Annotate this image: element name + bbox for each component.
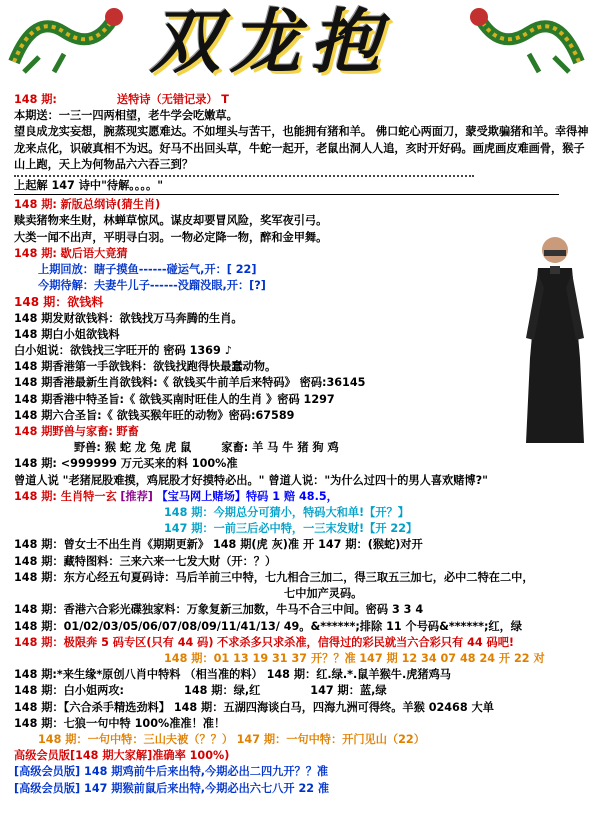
text-line: 上起解 147 诗中"待解。。。。"	[14, 179, 164, 193]
text-line: 148 期：绿,红	[184, 684, 261, 698]
text-line: 148 期香港中特圣旨:《 欲钱买南时旺佳人的生肖 》密码 1297	[14, 392, 335, 406]
text-line: 夫妻牛儿子------没蹓没眼,开：[?]	[93, 279, 266, 293]
section-heading: 148 期野兽与家畜:	[14, 425, 113, 439]
text-line: 148 期(虎 灰)准 开	[212, 538, 315, 552]
text-line: 148 期：01 13 19 31 37 开？？准	[164, 651, 356, 665]
text-line: 148 期：白小姐两攻:	[14, 684, 125, 698]
poem-paragraph: 望良成龙实妄想，腕蒸现实愿难达。不如埋头与苦干，也能拥有猪和羊。 佛口蛇心两面刀，蒙受欺骗猪和羊。幸得神龙来点化，识破真相不为迟。好马不出回头草，牛蛇一起开，老鼠出洞人人追，亥时开好码。画虎画皮难画骨，猴子山上跑，天上为何物品六六吞三到？	[14, 125, 589, 171]
text-line: 147 期：一句中特：开门见山（22）	[236, 732, 425, 746]
text-line: 148 期: <999999 万元买来的料 100%准	[14, 457, 238, 471]
section-heading: 148 期: 生肖特一玄	[14, 489, 117, 503]
text-line: 148 期白小姐欲钱料	[14, 327, 120, 341]
text-line: 七中加产灵码。	[284, 587, 363, 601]
text-line: 148 期：七狼一句中特 100%准准！准！	[14, 716, 226, 730]
text-line: 148 期:*来生缘*原创八肖中特料 （相当准的料）	[14, 668, 263, 682]
text-line: 野畜	[116, 425, 139, 439]
text-line: 白小姐说：欲钱找三字旺开的 密码 1369 ♪	[14, 344, 232, 358]
text-line: 148 期：藏特图料：三来六来一七发大财（开：？）	[14, 554, 277, 568]
member-line: [高级会员版] 148 期鸡前牛后来出特,今期必出二四九开？？准	[14, 765, 329, 779]
page-header	[0, 0, 593, 95]
divider	[14, 194, 559, 195]
text-line: 瞎子摸鱼------碰运气,开：[ 22]	[93, 263, 257, 277]
casino-link[interactable]: 【宝马网上赌场】特码 1 赔 48.5，	[156, 489, 338, 503]
text-line: 148 期六合圣旨:《 欲钱买猴年旺的动物》密码:67589	[14, 408, 295, 422]
text-line: 上期回放：	[38, 263, 94, 277]
text-line: 148 期香港第一手欲钱料：欲钱找跑得快最蠢动物。	[14, 360, 277, 374]
text-line: 今期待解：	[38, 279, 94, 293]
text-line: 不求杀多只求杀准，信得过的彩民就当六合彩只有 44 码吧!	[217, 635, 515, 649]
left-dragon-icon	[4, 2, 124, 82]
text-line: 147 期：一前三后必中特，一三末发财!【开 22】	[164, 522, 418, 536]
section-heading: 148 期：欲钱料	[14, 295, 104, 310]
right-dragon-icon	[469, 2, 589, 82]
section-heading: 极限奔 5 码专区(只有 44 码)	[63, 635, 214, 649]
text-line: 野兽: 猴 蛇 龙 兔 虎 鼠	[74, 441, 192, 455]
text-line: 148 期：香港六合彩光碟独家料：万象复新三加数，牛马不合三中间。密码 3 3 4	[14, 603, 424, 617]
text-line: 曾道人说："为什么过四十的男人喜欢赌博?"	[268, 473, 488, 487]
text-line: 148 期香港最新生肖欲钱料:《 欲钱买牛前羊后来特码》 密码:36145	[14, 376, 366, 390]
line-song: 148 期: 送特诗（无错记录） T	[14, 93, 229, 106]
forecast-content	[14, 92, 589, 797]
member-line: [高级会员版] 147 期猴前鼠后来出特,今期必出六七八开 22 准	[14, 781, 330, 795]
issue-label: 148 期：	[14, 635, 64, 649]
text-line: 148 期：01/02/03/05/06/07/08/09/11/41/13/ 49。&******;排除 11 个号码&******;红，绿	[14, 619, 522, 633]
divider	[14, 175, 474, 177]
text-line: 147 期：(猴蛇)对开	[318, 538, 423, 552]
text-line: 148 期：东方心经五句夏码诗：马后羊前三中特，七九相合三加二，得三取五三加七，必中二特在二中，	[14, 570, 534, 584]
text-line: 148 期：红.绿.*.鼠羊猴牛.虎猪鸡马	[266, 668, 451, 682]
text-line: 148 期发财欲钱料：欲钱找万马奔腾的生肖。	[14, 311, 243, 325]
text-line: 大类一闻不出声，平明寻白羽。一物必定降一物，醉和金甲舞。	[14, 230, 328, 244]
text-line: [148 期大家解]	[69, 749, 153, 763]
section-heading: 歇后语大竟猜	[60, 246, 128, 260]
text-line: 本期送：一三一四两相望，老牛学会吃嫩草。	[14, 109, 238, 123]
text-line: 148 期：一句中特：三山夫被（？？）	[38, 732, 234, 746]
text-line: 147 期：蓝,绿	[310, 684, 387, 698]
text-line: 家畜: 羊 马 牛 猪 狗 鸡	[221, 441, 339, 455]
recommend-badge: [推荐]	[120, 489, 153, 503]
text-line: 148 期：五湖四海谈白马，四海九洲可得终。羊猴 02468 大单	[173, 700, 494, 714]
text-line: 准确率 100%)	[152, 749, 230, 763]
text-line: 148 期：【六合杀手精选劲料】	[14, 700, 170, 714]
issue-label: 148 期:	[14, 246, 57, 260]
text-line: 147 期 12 34 07 48 24 开 22 对	[359, 651, 545, 665]
text-line: 148 期：曾女士不出生肖《期期更新》	[14, 538, 210, 552]
member-label: 高级会员版	[14, 749, 70, 763]
issue-label: 148 期:	[14, 198, 57, 212]
section-heading: 新版总纲诗(猜生肖)	[60, 198, 161, 212]
text-line: 148 期：今期总分可猜小，特码大和单!【开？】	[164, 506, 409, 520]
page-title: 双龙抱	[150, 0, 390, 83]
text-line: 赎卖猪物来生财，林蝉草惊风。谋皮却要冒风险，奖军夜引弓。	[14, 214, 328, 228]
text-line: 曾道人说 "老猪屁股难摸，鸡屁股才好摸特必出。"	[14, 473, 265, 487]
